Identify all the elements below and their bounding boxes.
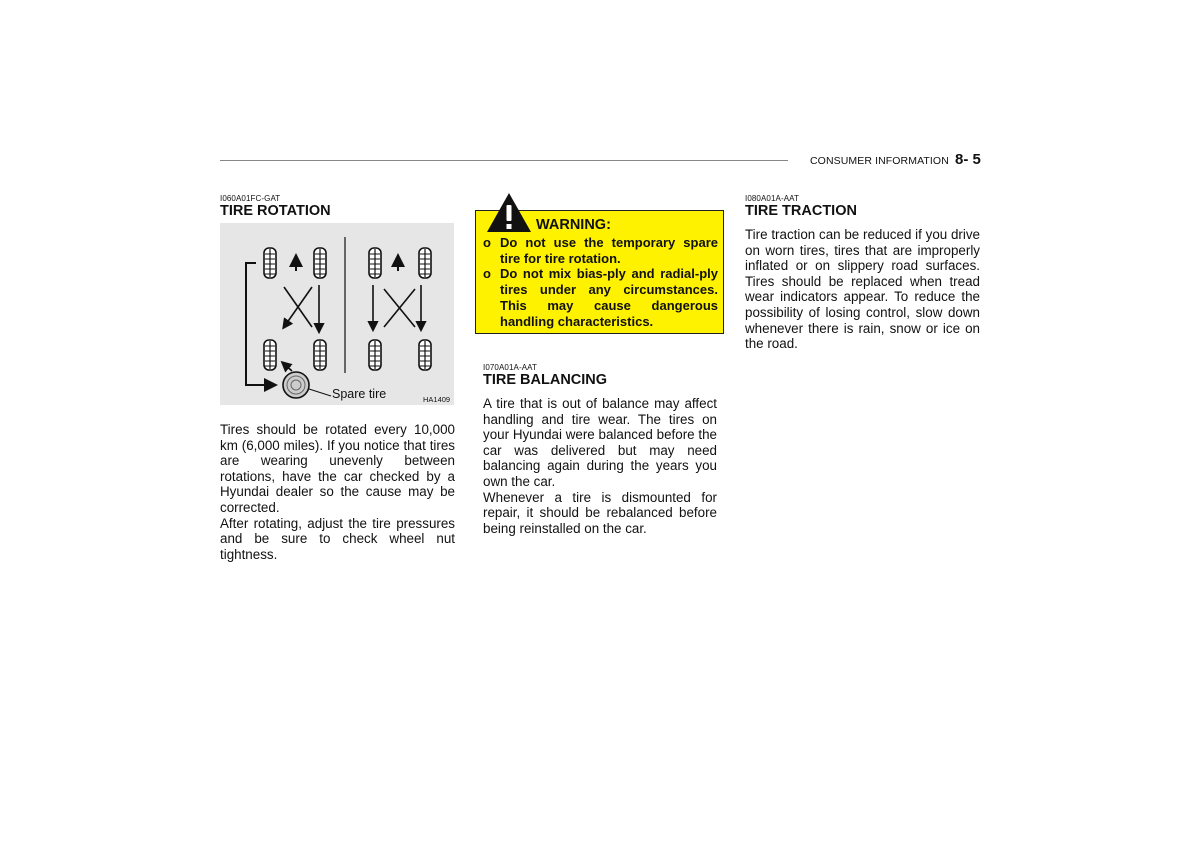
paragraph: Whenever a tire is dismounted for repair, it should be rebalanced before being reinstalled on the car. [483,489,717,536]
bullet-marker: o [483,266,491,282]
header-rule [220,160,788,161]
section-heading: TIRE ROTATION [220,203,331,219]
exclamation-triangle-icon [486,192,532,239]
paragraph: After rotating, adjust the tire pressures and be sure to check wheel nut tightness. [220,515,455,562]
bullet-marker: o [483,235,491,250]
rear-left-tire-icon [369,340,381,370]
section-heading: TIRE TRACTION [745,203,857,219]
tire-rotation-diagram [220,223,454,405]
front-left-tire-icon [264,248,276,278]
paragraph: A tire that is out of balance may affect handling and tire wear. The tires on your Hyundai were balanced before the car was delivered but may need balancing again during the years you own the car. [483,396,717,489]
warning-item [482,235,718,266]
tire-balancing-text [483,396,717,536]
section-code: I080A01A-AAT [745,194,799,203]
warning-title: WARNING: [536,217,611,233]
section-heading: TIRE BALANCING [483,372,608,388]
front-right-tire-icon [314,248,326,278]
section-code: I070A01A-AAT [483,363,537,372]
rear-right-tire-icon [314,340,326,370]
section-code: I060A01FC-GAT [220,194,281,203]
warning-list [482,235,718,329]
warning-item-text: Do not mix bias-ply and radial-ply tires under any circumstances. This may cause dangerous handling characteristics. [500,266,718,329]
warning-item [482,266,718,329]
rear-left-tire-icon [264,340,276,370]
warning-item-text: Do not use the temporary spare tire for tire rotation. [500,235,718,266]
section-title: CONSUMER INFORMATION [810,155,949,167]
spare-tire-label: Spare tire [332,387,387,401]
rear-right-tire-icon [419,340,431,370]
front-right-tire-icon [419,248,431,278]
paragraph: Tire traction can be reduced if you drive on worn tires, tires that are improperly inflated or on slippery road surfaces. Tires should be replaced when tread wear indicators appear. To reduce the possibility of losing control, slow down whenever there is rain, snow or ice on the road. [745,227,980,352]
front-left-tire-icon [369,248,381,278]
paragraph: Tires should be rotated every 10,000 km (6,000 miles). If you notice that tires are wearing unevenly between rotations, have the car checked by a Hyundai dealer so the cause may be corrected. [220,422,455,515]
page-number: 8- 5 [955,151,981,168]
figure-code: HA1409 [423,395,451,404]
tire-rotation-text [220,422,455,562]
tire-traction-text [745,227,980,352]
spare-tire-icon [283,372,309,398]
